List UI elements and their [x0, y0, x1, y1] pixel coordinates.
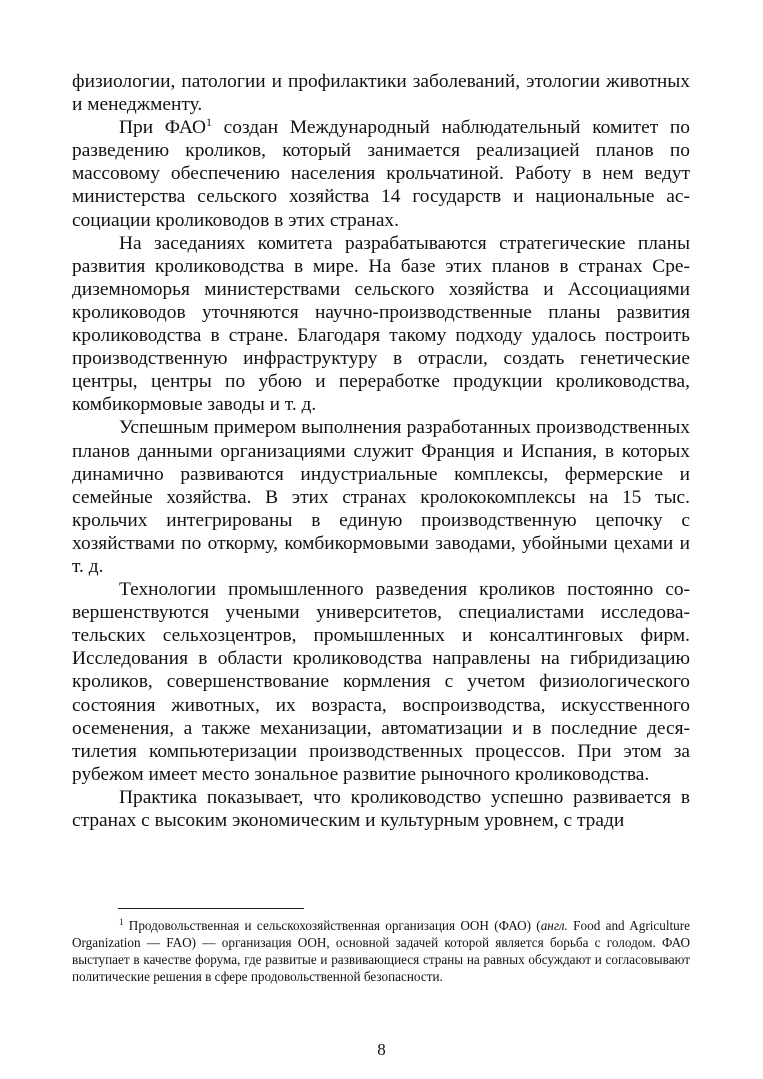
paragraph-4: Технологии промышленного разведения кроликов постоянно совершенствуются учеными университетов, специалистами исследовательских сельхозцентров, промышленных и консалтинговых фирм. Исследования в области кролиководства направлены на гибридизацию кроликов, совершенствование кормления с учетом физиологического состояния животных, их возраста, воспроизводства, искусственного осеменения, а также механизации, автоматизации и в последние десятилетия компьютеризации производственных процессов. При этом за рубежом имеет место зональное развитие рыночного кролиководства. — [72, 579, 690, 785]
footnote-text-rest: Food and Agriculture Organization — FAO) — организация ООН, основной задачей которой является борьба с голодом. ФАО выступает в качестве форума, где развитые и развивающиеся страны на равных обсуждают и согласовывают политические решения в сфере продовольственной безопасности. — [72, 918, 691, 984]
page-number: 8 — [377, 1040, 386, 1059]
paragraph-5: Практика показывает, что кролиководство успешно развивается в странах с высоким экономическим и культурным уровнем, с тради — [72, 786, 690, 831]
footnote-marker: 1 — [119, 917, 124, 927]
paragraph-1-start: При ФАО — [119, 117, 206, 139]
footnote-reference[interactable]: 1 — [205, 115, 212, 130]
main-text — [72, 70, 690, 832]
footnote-divider — [118, 908, 304, 909]
footnote-italic: англ. — [540, 918, 568, 933]
paragraph-3: Успешным примером выполнения разработанных производственных планов данными организациями служит Франция и Испания, в которых динамично развиваются индустриальные комплексы, фермерские и семейные хозяйства. В этих странах кролококомплексы на 15 тыс. крольчих интегрированы в единую производственную цепочку с хозяйствами по откорму, комбикормовыми заводами, убойными цехами и т. д. — [72, 417, 690, 577]
paragraph-0: физиологии, патологии и профилактики заболеваний, этологии животных и менеджменту. — [72, 71, 690, 116]
paragraph-2: На заседаниях комитета разрабатываются стратегические планы развития кролиководства в мире. На базе этих планов в странах Средиземноморья министерствами сельского хозяйства и Ассоциациями кролиководов уточняются научно-производственные планы развития кролиководства в стране. Благодаря такому подходу удалось построить производственную инфраструктуру в отрасли, создать генетические центры, центры по убою и переработке продукции кролиководства, комбикормовые заводы и т. д. — [72, 232, 690, 416]
page-body — [72, 70, 690, 832]
paragraph-1 — [72, 116, 690, 231]
footnote — [72, 918, 690, 986]
paragraph-1-rest: создан Международный наблюдательный комитет по разведению кроликов, который занимается реализацией планов по массовому обеспечению населения крольчатиной. Работу в нем ведут министерства сельского хозяйства 14 государств и национальные ассоциации кролиководов в этих странах. — [72, 117, 690, 231]
footnote-text-start: Продовольственная и сельскохозяйственная организация ООН (ФАО) ( — [123, 918, 541, 933]
